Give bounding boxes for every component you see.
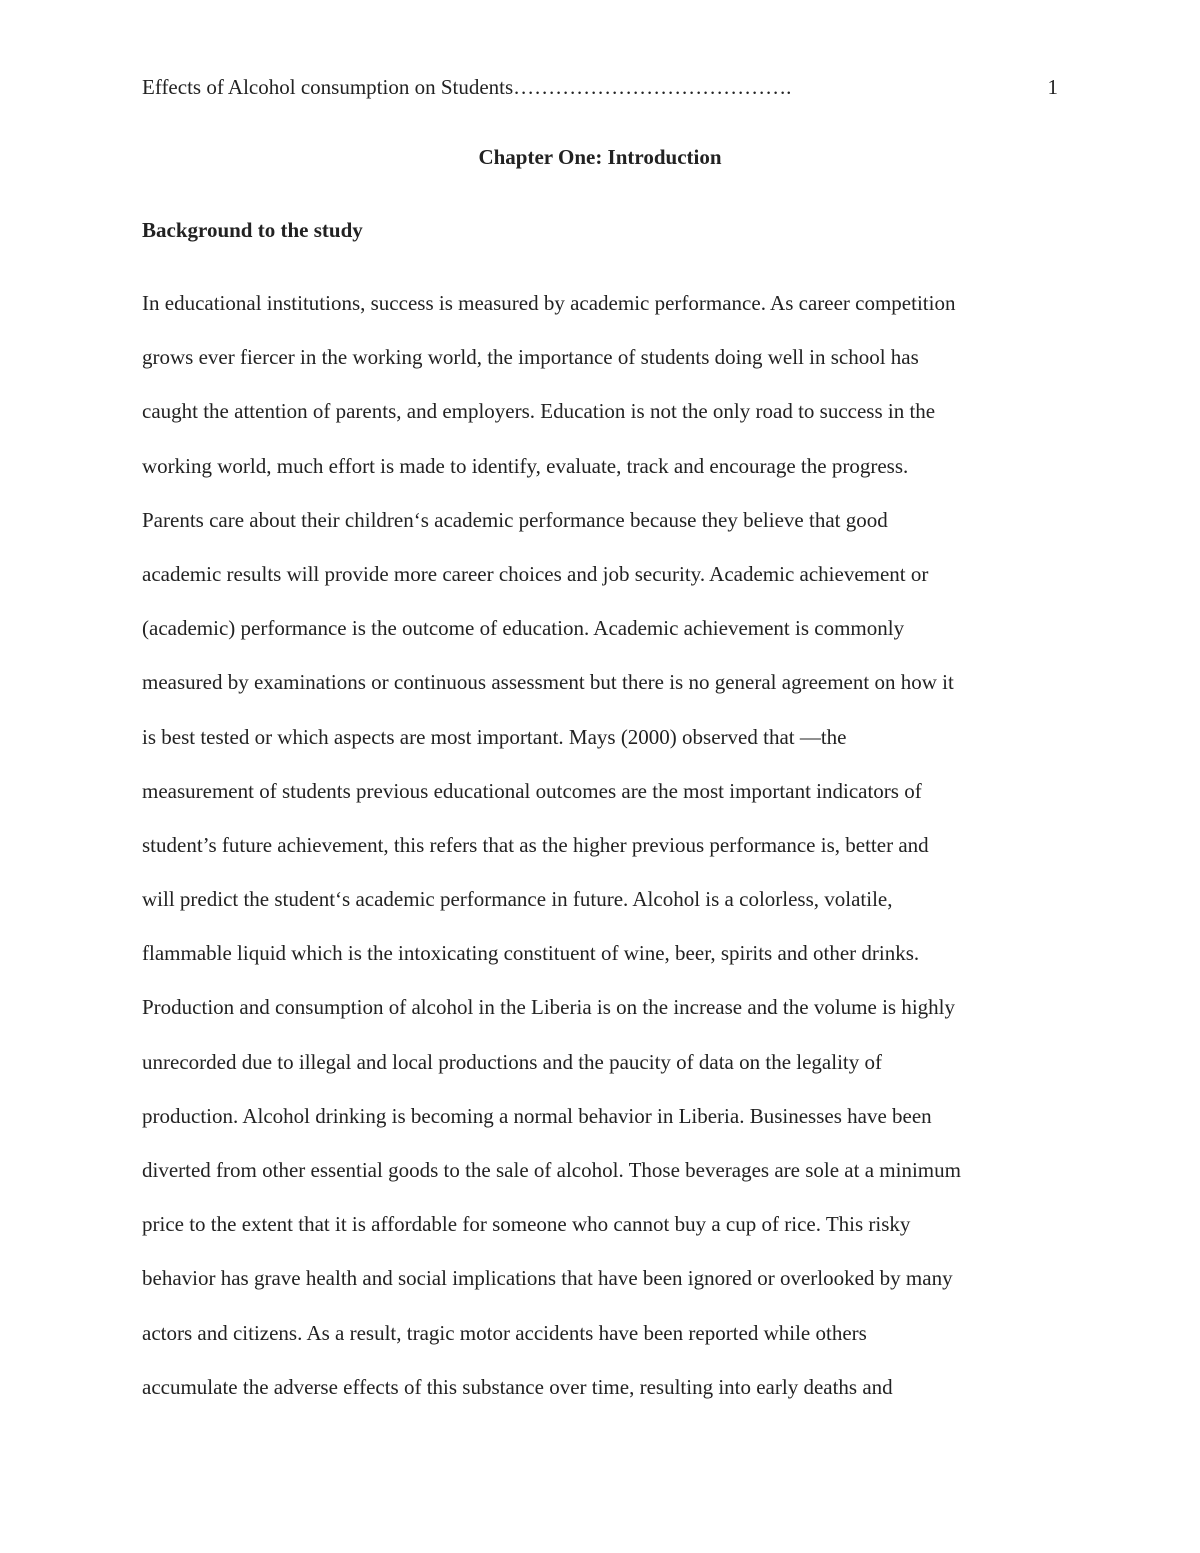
running-header <box>142 73 1058 101</box>
body-line: flammable liquid which is the intoxicating constituent of wine, beer, spirits and other drinks. <box>142 941 920 966</box>
body-line: accumulate the adverse effects of this substance over time, resulting into early deaths and <box>142 1374 893 1399</box>
running-title: Effects of Alcohol consumption on Students…………………………………. <box>142 75 792 99</box>
body-line: diverted from other essential goods to the sale of alcohol. Those beverages are sole at a minimum <box>142 1158 961 1182</box>
body-line: caught the attention of parents, and employers. Education is not the only road to success in the <box>142 399 936 424</box>
chapter-title: Chapter One: Introduction <box>478 145 722 169</box>
body-line: In educational institutions, success is measured by academic performance. As career competition <box>142 291 956 315</box>
body-line: Parents care about their children‘s academic performance because they believe that good <box>142 507 888 532</box>
body-line: measurement of students previous educational outcomes are the most important indicators of <box>142 778 922 803</box>
body-line: (academic) performance is the outcome of education. Academic achievement is commonly <box>142 616 905 641</box>
body-line: behavior has grave health and social implications that have been ignored or overlooked by many <box>142 1266 953 1291</box>
body-line: price to the extent that it is affordable for someone who cannot buy a cup of rice. This risky <box>142 1212 911 1237</box>
body-paragraph <box>142 276 1072 1414</box>
page-number: 1 <box>1047 75 1058 99</box>
body-line: working world, much effort is made to identify, evaluate, track and encourage the progress. <box>142 453 909 478</box>
body-line: student’s future achievement, this refers that as the higher previous performance is, better and <box>142 832 929 857</box>
body-line: will predict the student‘s academic performance in future. Alcohol is a colorless, volatile, <box>142 887 893 912</box>
section-heading: Background to the study <box>142 218 363 242</box>
body-line: Production and consumption of alcohol in the Liberia is on the increase and the volume is highly <box>142 995 955 1020</box>
body-line: actors and citizens. As a result, tragic motor accidents have been reported while others <box>142 1320 867 1345</box>
body-line: is best tested or which aspects are most important. Mays (2000) observed that ―the <box>142 724 847 749</box>
body-line: production. Alcohol drinking is becoming a normal behavior in Liberia. Businesses have been <box>142 1103 932 1128</box>
body-line: unrecorded due to illegal and local productions and the paucity of data on the legality of <box>142 1049 883 1074</box>
body-line: academic results will provide more career choices and job security. Academic achievement or <box>142 561 929 586</box>
body-line: grows ever fiercer in the working world, the importance of students doing well in school has <box>142 345 919 370</box>
body-line: measured by examinations or continuous assessment but there is no general agreement on how it <box>142 670 954 695</box>
